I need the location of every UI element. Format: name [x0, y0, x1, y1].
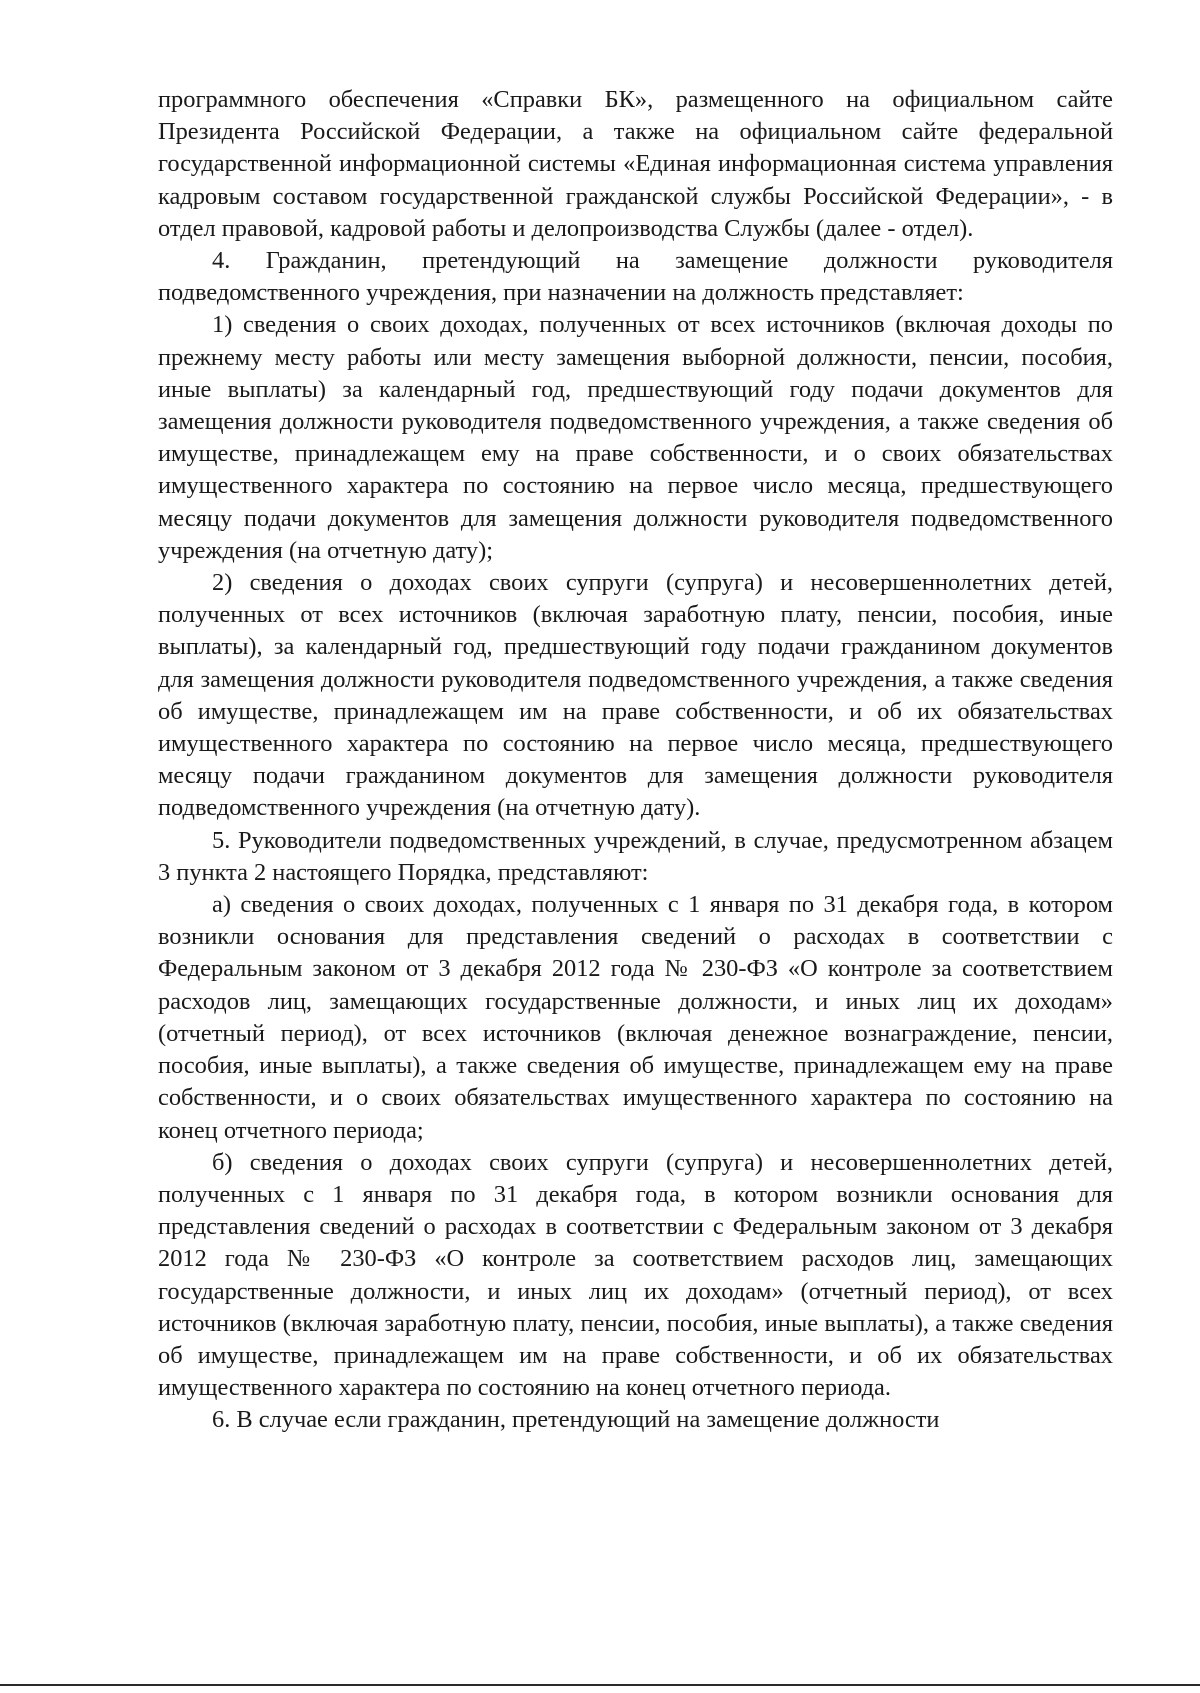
- paragraph-subitem-a: а) сведения о своих доходах, полученных с 1 января по 31 декабря года, в котором возникли основания для представления сведений о расходах в соответствии с Федеральным законом от 3 декабря 2012 года № 230-ФЗ «О контроле за соответствием расходов лиц, замещающих государственные должности, и иных лиц их доходам» (отчетный период), от всех источников (включая денежное вознаграждение, пенсии, пособия, иные выплаты), а также сведения об имуществе, принадлежащем ему на праве собственности, и о своих обязательствах имущественного характера по состоянию на конец отчетного периода;: [158, 891, 1113, 1144]
- paragraph-item-6: 6. В случае если гражданин, претендующий на замещение должности: [212, 1406, 940, 1434]
- paragraph-continuation: программного обеспечения «Справки БК», размещенного на официальном сайте Президента Российской Федерации, а также на официальном сайте федеральной государственной информационной системы «Единая информационная система управления кадровым составом государственной гражданской службы Российской Федерации», - в отдел правовой, кадровой работы и делопроизводства Службы (далее - отдел).: [158, 86, 1113, 242]
- paragraph-item-5: 5. Руководители подведомственных учреждений, в случае, предусмотренном абзацем 3 пункта 2 настоящего Порядка, представляют:: [158, 826, 1113, 886]
- paragraph-subitem-2: 2) сведения о доходах своих супруги (супруга) и несовершеннолетних детей, полученных от всех источников (включая заработную плату, пенсии, пособия, иные выплаты), за календарный год, предшествующий году подачи гражданином документов для замещения должности руководителя подведомственного учреждения, а также сведения об имуществе, принадлежащем им на праве собственности, и об их обязательствах имущественного характера по состоянию на первое число месяца, предшествующего месяцу подачи гражданином документов для замещения должности руководителя подведомственного учреждения (на отчетную дату).: [158, 569, 1113, 822]
- paragraph-subitem-1: 1) сведения о своих доходах, полученных от всех источников (включая доходы по прежнему месту работы или месту замещения выборной должности, пенсии, пособия, иные выплаты) за календарный год, предшествующий году подачи документов для замещения должности руководителя подведомственного учреждения, а также сведения об имуществе, принадлежащем ему на праве собственности, и о своих обязательствах имущественного характера по состоянию на первое число месяца, предшествующего месяцу подачи документов для замещения должности руководителя подведомственного учреждения (на отчетную дату);: [158, 311, 1113, 564]
- page-bottom-rule: [0, 1684, 1200, 1686]
- paragraph-subitem-b: б) сведения о доходах своих супруги (супруга) и несовершеннолетних детей, полученных с 1 января по 31 декабря года, в котором возникли основания для представления сведений о расходах в соответствии с Федеральным законом от 3 декабря 2012 года № 230-ФЗ «О контроле за соответствием расходов лиц, замещающих государственные должности, и иных лиц их доходам» (отчетный период), от всех источников (включая заработную плату, пенсии, пособия, иные выплаты), а также сведения об имуществе, принадлежащем им на праве собственности, и об их обязательствах имущественного характера по состоянию на конец отчетного периода.: [158, 1148, 1113, 1402]
- paragraph-item-4: 4. Гражданин, претендующий на замещение должности руководителя подведомственного учреждения, при назначении на должность представляет:: [158, 247, 1113, 307]
- document-body: [158, 84, 1113, 1437]
